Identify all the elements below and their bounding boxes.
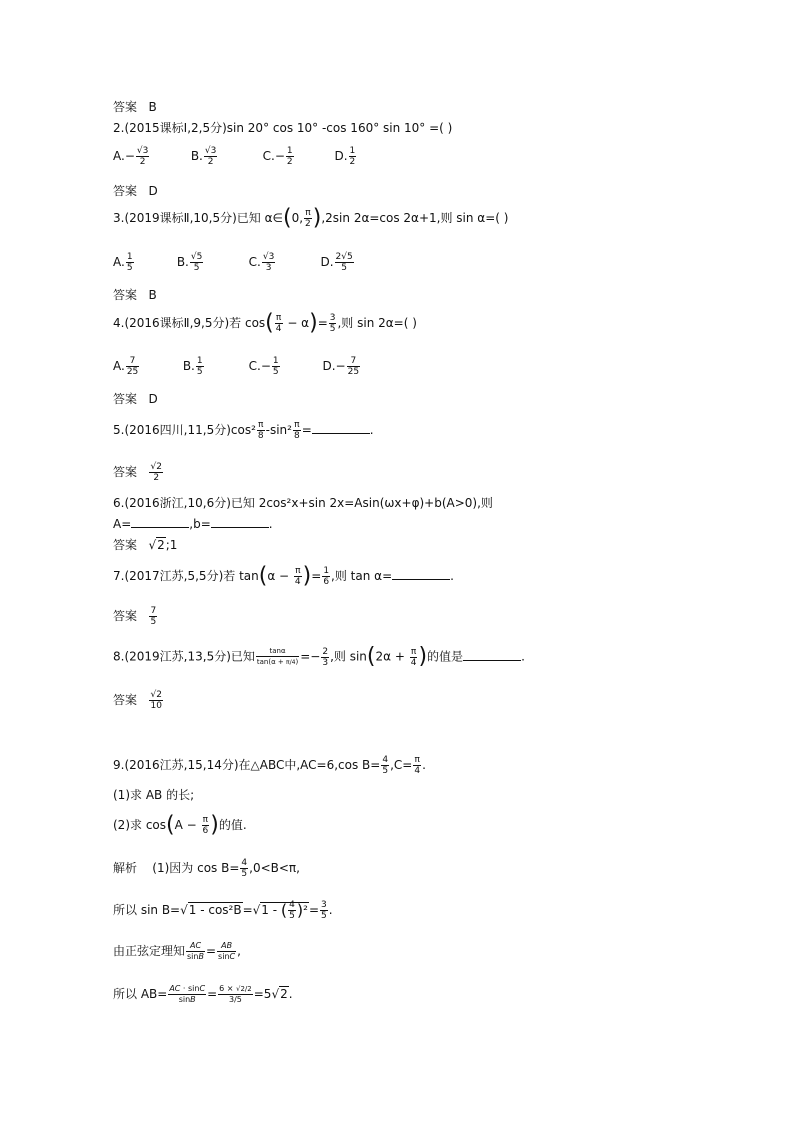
- question-2: 2.(2015课标Ⅰ,2,5分)sin 20° cos 10° -cos 160° sin 10° =( ): [113, 121, 453, 135]
- question-6: 6.(2016浙江,10,6分)已知 2cos²x+sin 2x=Asin(ωx+φ)+b(A>0),则: [113, 496, 493, 510]
- answer-line-8: 答案 $\frac{√2}{10}$: [113, 690, 162, 711]
- solution-line-1: 解析 (1)因为 cos B= $\frac{4}{5}$ ,0<B<π,: [113, 858, 300, 879]
- question-7: 7.(2017江苏,5,5分)若 tan(α − $\frac{\pi}{4}$ )= $\frac{1}{6}$ ,则 tan α= .: [113, 563, 454, 589]
- solution-line-3: 由正弦定理知 $\frac{AC}{\sin B}$ = $\frac{AB}{\sin C}$ ,: [113, 941, 241, 961]
- answer-line-1: 答案 B: [113, 100, 157, 114]
- question-5: 5.(2016四川,11,5分)cos² $\frac{\pi}{8}$ -sin² $\frac{\pi}{8}$ = .: [113, 420, 374, 441]
- question-9: 9.(2016江苏,15,14分)在△ABC中,AC=6,cos B= $\frac{4}{5}$ ,C= $\frac{\pi}{4}$ .: [113, 755, 426, 776]
- question-3-options: A. $\frac{1}{5}$ B. $\frac{√5}{5}$ C. $\frac{√3}{3}$ D. $\frac{2√5}{5}$: [113, 252, 353, 273]
- answer-line-6: 答案 √2;1: [113, 538, 178, 552]
- solution-line-2: 所以 sin B=√1 - cos²B=√1 - ( $\frac{4}{5}$ )²= $\frac{3}{5}$ .: [113, 900, 333, 921]
- question-8: 8.(2019江苏,13,5分)已知 $\frac{\tan\alpha}{\tan(\alpha + \pi/4)}$ =− $\frac{2}{3}$ ,则 sin(2α + $\frac{\pi}{4}$ )的值是 .: [113, 644, 525, 669]
- question-9-part2: (2)求 cos(A − $\frac{\pi}{6}$ )的值.: [113, 812, 247, 838]
- answer-line-7: 答案 $\frac{7}{5}$: [113, 606, 157, 627]
- question-3: 3.(2019课标Ⅱ,10,5分)已知 α∈(0, $\frac{\pi}{2}$ ),2sin 2α=cos 2α+1,则 sin α=( ): [113, 205, 509, 231]
- question-9-part1: (1)求 AB 的长;: [113, 788, 195, 802]
- question-4: 4.(2016课标Ⅱ,9,5分)若 cos( $\frac{\pi}{4}$ − α)= $\frac{3}{5}$ ,则 sin 2α=( ): [113, 310, 417, 336]
- answer-line-2: 答案 D: [113, 184, 158, 198]
- question-6-line2: A= ,b= .: [113, 517, 273, 531]
- answer-line-3: 答案 B: [113, 288, 157, 302]
- question-4-options: A. $\frac{7}{25}$ B. $\frac{1}{5}$ C.− $\frac{1}{5}$ D.− $\frac{7}{25}$: [113, 356, 360, 377]
- solution-line-4: 所以 AB= $\frac{AC \cdot \sin C}{\sin B}$ = $\frac{6 \times √2/2}{3/5}$ =5√2.: [113, 984, 293, 1004]
- question-2-options: A.− $\frac{√3}{2}$ B. $\frac{√3}{2}$ C.− $\frac{1}{2}$ D. $\frac{1}{2}$: [113, 146, 356, 167]
- answer-line-4: 答案 D: [113, 392, 158, 406]
- answer-line-5: 答案 $\frac{√2}{2}$: [113, 462, 162, 483]
